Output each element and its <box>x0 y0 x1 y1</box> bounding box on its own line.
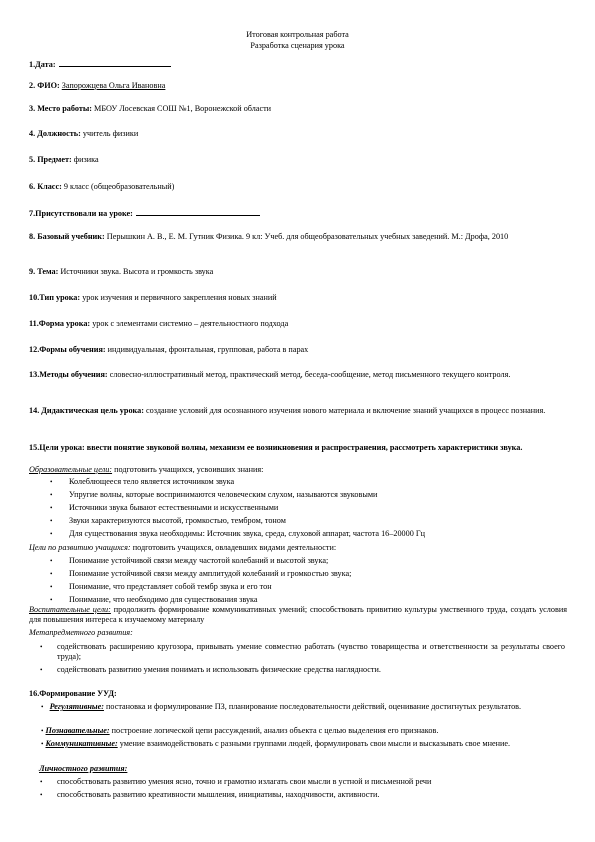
bullet-icon: • <box>40 778 43 786</box>
textbook-value: Перышкин А. В., Е. М. Гутник Физика. 9 кл: Учеб. для общеобразовательных учебных заведений. М.: Дрофа, 2010 <box>106 232 509 241</box>
list-item: Для существования звука необходимы: Источник звука, среда, слуховой аппарат, частота 16–20000 Гц <box>69 529 426 538</box>
uud-cognitive <box>29 726 567 736</box>
field-present <box>29 207 567 219</box>
field-topic <box>29 267 567 277</box>
field-class <box>29 182 567 192</box>
subject-value: физика <box>73 155 99 164</box>
uud-communicative-label: Коммуникативные: <box>45 739 118 748</box>
list-item: Понимание устойчивой связи между частотой колебаний и высотой звука; <box>69 556 329 565</box>
lesson-goals-label: 15.Цели урока: <box>29 443 85 452</box>
bullet-icon: • <box>50 596 53 604</box>
list-item: Упругие волны, которые воспринимаются человеческим слухом, называются звуковыми <box>69 490 378 499</box>
field-didactic-goal <box>29 406 567 416</box>
list-item: Звуки характеризуются высотой, громкостью, тембром, тоном <box>69 516 286 525</box>
field-fio <box>29 81 567 91</box>
list-item: Понимание устойчивой связи между амплитудой колебаний и громкостью звука; <box>69 569 352 578</box>
lesson-type-label: 10.Тип урока: <box>29 293 81 302</box>
bullet-icon: • <box>40 643 43 651</box>
field-subject <box>29 155 567 165</box>
methods-value: словесно-иллюстративный метод, практический метод, беседа-сообщение, метод письменного текущего контроля. <box>109 370 511 379</box>
didactic-goal-value: создание условий для осознанного изучения нового материала и включение знаний учащихся в процесс познания. <box>146 406 546 415</box>
class-value: 9 класс (общеобразовательный) <box>63 182 175 191</box>
uud-cognitive-text: построение логической цепи рассуждений, анализ объекта с целью выделения его признаков. <box>111 726 439 735</box>
bullet-icon: • <box>41 727 44 735</box>
uud-communicative-text: умение взаимодействовать с разными группами людей, формулировать свои мысли и высказывать свое мнение. <box>119 739 511 748</box>
didactic-goal-label: 14. Дидактическая цель урока: <box>29 406 144 415</box>
uud-cognitive-label: Познавательные: <box>45 726 110 735</box>
educational-goals-heading <box>29 465 567 475</box>
meta-goals-label: Метапредметного развития: <box>29 628 133 637</box>
learning-forms-label: 12.Формы обучения: <box>29 345 106 354</box>
upbringing-goals-text: продолжить формирование коммуникативных умений; способствовать привитию культуры умственного труда, создать условия для повышения интереса к изучаемому материалу <box>29 605 567 625</box>
uud-regulative <box>29 702 567 712</box>
bullet-icon: • <box>50 517 53 525</box>
bullet-icon: • <box>50 570 53 578</box>
bullet-icon: • <box>50 478 53 486</box>
uud-regulative-label: Регулятивные: <box>49 702 104 711</box>
list-item: способствовать развитию умения ясно, точно и грамотно излагать свои мысли в устной и письменной речи <box>57 777 432 786</box>
field-methods <box>29 370 567 380</box>
list-item: содействовать расширению кругозора, привывать умение совместно работать (чувство товарищества и ответственности за результаты своего труда); <box>57 642 565 662</box>
document-subtitle: Разработка сценария урока <box>250 41 345 50</box>
uud-label: 16.Формирование УУД: <box>29 689 117 698</box>
date-blank <box>59 58 171 67</box>
bullet-icon: • <box>50 504 53 512</box>
class-label: 6. Класс: <box>29 182 62 191</box>
date-label: 1.Дата: <box>29 60 56 69</box>
bullet-icon: • <box>40 791 43 799</box>
educational-goals-label: Образовательные цели: <box>29 465 113 474</box>
methods-label: 13.Методы обучения: <box>29 370 108 379</box>
field-lesson-goals <box>29 443 567 453</box>
work-value: МБОУ Лосевская СОШ №1, Воронежской области <box>94 104 272 113</box>
list-item: содействовать развитию умения понимать и использовать физические средства наглядности. <box>57 665 381 674</box>
textbook-label: 8. Базовый учебник: <box>29 232 105 241</box>
field-lesson-form <box>29 319 567 329</box>
lesson-form-value: урок с элементами системно – деятельностного подхода <box>92 319 289 328</box>
uud-communicative <box>29 739 567 749</box>
upbringing-goals-label: Воспитательные цели: <box>29 605 111 614</box>
list-item: Колеблющееся тело является источником звука <box>69 477 235 486</box>
list-item: способствовать развитию креативности мышления, инициативы, находчивости, активности. <box>57 790 380 799</box>
developmental-goals-label: Цели по развитию учащихся: <box>29 543 131 552</box>
position-label: 4. Должность: <box>29 129 81 138</box>
uud-heading <box>29 689 567 699</box>
field-date <box>29 58 567 70</box>
bullet-icon: • <box>50 491 53 499</box>
uud-personal-label: Личностного развития: <box>39 764 128 773</box>
field-textbook <box>29 232 567 242</box>
subject-label: 5. Предмет: <box>29 155 72 164</box>
field-position <box>29 129 567 139</box>
upbringing-goals <box>29 605 567 626</box>
list-item: Источники звука бывают естественными и искусственными <box>69 503 279 512</box>
bullet-icon: • <box>40 666 43 674</box>
bullet-icon: • <box>41 703 44 711</box>
bullet-icon: • <box>50 530 53 538</box>
bullet-icon: • <box>50 583 53 591</box>
developmental-goals-heading <box>29 543 567 553</box>
developmental-goals-text: подготовить учащихся, овладевших видами деятельности: <box>132 543 337 552</box>
learning-forms-value: индивидуальная, фронтальная, групповая, работа в парах <box>107 345 309 354</box>
uud-regulative-text: постановка и формулирование ПЗ, планирование последовательности действий, оценивание достигнутых результатов. <box>106 702 522 711</box>
meta-goals-heading <box>29 628 567 638</box>
present-label: 7.Присутствовали на уроке: <box>29 209 133 218</box>
topic-label: 9. Тема: <box>29 267 59 276</box>
present-blank <box>136 207 260 216</box>
list-item: Понимание, что представляет собой тембр звука и его тон <box>69 582 272 591</box>
bullet-icon: • <box>50 557 53 565</box>
list-item: Понимание, что необходимо для существования звука <box>69 595 258 604</box>
fio-label: 2. ФИО: <box>29 81 60 90</box>
field-learning-forms <box>29 345 567 355</box>
work-label: 3. Место работы: <box>29 104 92 113</box>
position-value: учитель физики <box>82 129 139 138</box>
field-work <box>29 104 567 114</box>
bullet-icon: • <box>41 740 44 748</box>
uud-personal-heading <box>29 764 567 774</box>
fio-value: Запорожцева Ольга Ивановна <box>61 81 166 90</box>
educational-goals-text: подготовить учащихся, усвоивших знания: <box>114 465 264 474</box>
lesson-type-value: урок изучения и первичного закрепления новых знаний <box>82 293 277 302</box>
lesson-form-label: 11.Форма урока: <box>29 319 91 328</box>
topic-value: Источники звука. Высота и громкость звука <box>60 267 214 276</box>
field-lesson-type <box>29 293 567 303</box>
lesson-goals-value: ввести понятие звуковой волны, механизм ее возникновения и распространения, рассмотреть характеристики звука. <box>86 443 523 452</box>
document-title: Итоговая контрольная работа <box>246 30 349 39</box>
